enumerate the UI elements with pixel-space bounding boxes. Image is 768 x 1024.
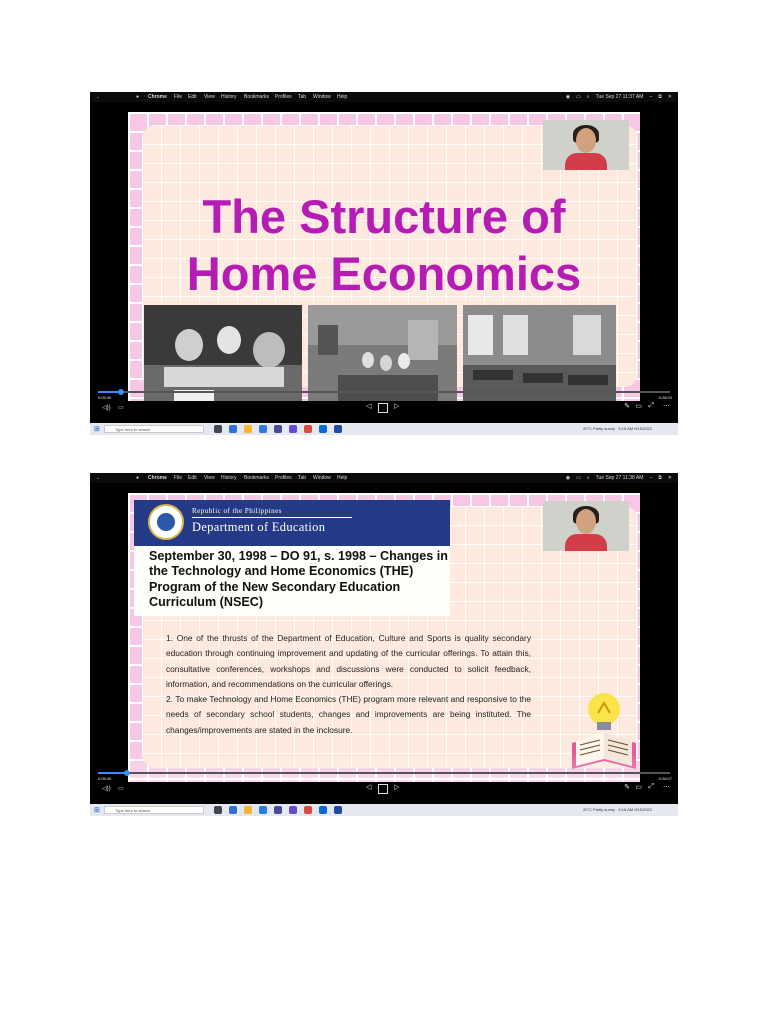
battery-icon[interactable]: ▭ <box>576 475 581 481</box>
menubar-clock: Tue Sep 27 11:37 AM <box>595 94 644 100</box>
windows-start-icon[interactable]: ⊞ <box>94 807 100 814</box>
wifi-icon[interactable]: ◉ <box>565 475 571 481</box>
zoom-icon[interactable] <box>319 425 327 433</box>
next-slide-icon[interactable]: ▷ <box>394 784 400 791</box>
menu-view[interactable]: View <box>204 94 215 100</box>
menu-file[interactable]: File <box>174 94 183 100</box>
captions-icon[interactable]: ▭ <box>118 405 124 411</box>
menu-tab[interactable]: Tab <box>298 475 307 481</box>
paragraph-1: 1. One of the thrusts of the Department of Education, Culture and Sports is quality secondary education through continuing improvement and updating of the curricular offerings. To attain this, consultative conferences, workshops and discussions were conducted to solicit feedback, information, and recommendations on the curricular offerings. <box>166 633 531 689</box>
slide-body-text <box>166 631 531 738</box>
tray-time: 9:16 AM <box>618 426 634 431</box>
restore-icon[interactable]: ⧉ <box>658 475 662 481</box>
mac-menubar <box>90 473 678 483</box>
more-icon[interactable]: ⋯ <box>663 403 670 410</box>
play-pause-button[interactable] <box>378 784 388 794</box>
menu-help[interactable]: Help <box>337 94 348 100</box>
settings-icon[interactable]: ▭ <box>635 403 642 410</box>
back-arrow-icon[interactable]: ← <box>96 475 101 481</box>
menu-bookmarks[interactable]: Bookmarks <box>244 94 270 100</box>
windows-taskbar <box>90 423 678 435</box>
menu-app-name[interactable]: Chrome <box>148 94 167 100</box>
deped-banner <box>134 500 450 546</box>
more-icon[interactable]: ⋯ <box>663 784 670 791</box>
menu-profiles[interactable]: Profiles <box>275 94 292 100</box>
menu-edit[interactable]: Edit <box>188 94 197 100</box>
menu-edit[interactable]: Edit <box>188 475 197 481</box>
edge-icon[interactable] <box>229 425 237 433</box>
system-tray <box>583 423 652 435</box>
webcam-feed <box>543 120 629 170</box>
time-total: 0:28:07 <box>658 776 672 781</box>
wifi-icon[interactable]: ◉ <box>565 94 571 100</box>
menu-window[interactable]: Window <box>313 94 331 100</box>
app-icon[interactable] <box>289 425 297 433</box>
time-total: 0:28:00 <box>658 395 672 400</box>
time-elapsed: 0:05:40 <box>98 776 112 781</box>
search-icon[interactable]: ⌕ <box>586 475 590 481</box>
volume-icon[interactable]: ◁)) <box>102 786 111 792</box>
video-controls <box>90 768 678 798</box>
menu-file[interactable]: File <box>174 475 183 481</box>
video-progress-bar[interactable] <box>98 772 670 774</box>
webcam-feed <box>543 501 629 551</box>
prev-slide-icon[interactable]: ◁ <box>366 784 372 791</box>
file-explorer-icon[interactable] <box>244 806 252 814</box>
store-icon[interactable] <box>259 806 267 814</box>
slide-do91 <box>128 493 640 782</box>
weather-status[interactable]: 20°C Partly sunny <box>582 426 616 431</box>
menu-window[interactable]: Window <box>313 475 331 481</box>
screenshot-2 <box>90 473 678 816</box>
pen-icon[interactable]: ✎ <box>624 784 630 791</box>
deped-republic-label: Republic of the Philippines <box>192 507 282 515</box>
word-icon[interactable] <box>334 425 342 433</box>
screenshot-1 <box>90 92 678 435</box>
word-icon[interactable] <box>334 806 342 814</box>
tray-time: 9:16 AM <box>618 807 634 812</box>
mac-menubar <box>90 92 678 102</box>
store-icon[interactable] <box>259 425 267 433</box>
search-icon[interactable]: ⌕ <box>586 94 590 100</box>
app-icon[interactable] <box>289 806 297 814</box>
windows-start-icon[interactable]: ⊞ <box>94 426 100 433</box>
settings-icon[interactable]: ▭ <box>635 784 642 791</box>
apple-icon[interactable]: ● <box>136 94 140 100</box>
slide-title-text <box>128 188 640 302</box>
video-controls <box>90 387 678 417</box>
slide-heading: September 30, 1998 – DO 91, s. 1998 – Changes in the Technology and Home Economics (THE) Program of the New Secondary Education Curriculum (NSEC) <box>149 549 448 610</box>
system-tray <box>583 804 652 816</box>
task-view-icon[interactable] <box>214 425 222 433</box>
tray-date: 9/15/2022 <box>634 807 652 812</box>
fullscreen-icon[interactable]: ⤢ <box>648 402 654 409</box>
close-icon[interactable]: ✕ <box>667 94 672 100</box>
back-arrow-icon[interactable]: ← <box>96 94 101 100</box>
play-pause-button[interactable] <box>378 403 388 413</box>
teams-icon[interactable] <box>274 806 282 814</box>
menubar-clock: Tue Sep 27 11:38 AM <box>595 475 644 481</box>
time-elapsed: 0:05:40 <box>98 395 112 400</box>
minimize-icon[interactable]: – <box>649 94 653 100</box>
title-line-1: The Structure of <box>202 190 566 243</box>
menu-app-name[interactable]: Chrome <box>148 475 167 481</box>
minimize-icon[interactable]: – <box>649 475 653 481</box>
title-line-2: Home Economics <box>186 247 582 300</box>
restore-icon[interactable]: ⧉ <box>658 94 662 100</box>
chrome-icon[interactable] <box>304 806 312 814</box>
next-slide-icon[interactable]: ▷ <box>394 403 400 410</box>
menu-history[interactable]: History <box>221 475 237 481</box>
weather-status[interactable]: 20°C Partly sunny <box>582 807 616 812</box>
chrome-icon[interactable] <box>304 425 312 433</box>
menu-bookmarks[interactable]: Bookmarks <box>244 475 270 481</box>
deped-department-label: Department of Education <box>192 520 326 534</box>
progress-handle[interactable] <box>124 770 130 776</box>
teams-icon[interactable] <box>274 425 282 433</box>
video-progress-bar[interactable] <box>98 391 670 393</box>
volume-icon[interactable]: ◁)) <box>102 405 111 411</box>
progress-handle[interactable] <box>118 389 124 395</box>
zoom-icon[interactable] <box>319 806 327 814</box>
tray-date: 9/15/2022 <box>634 426 652 431</box>
menu-view[interactable]: View <box>204 475 215 481</box>
file-explorer-icon[interactable] <box>244 425 252 433</box>
prev-slide-icon[interactable]: ◁ <box>366 403 372 410</box>
paragraph-2: 2. To make Technology and Home Economics (THE) program more relevant and responsive to the needs of secondary school students, changes and improvements are being instituted. The changes/improvements are stated in the inclosure. <box>166 694 531 735</box>
taskbar-search[interactable]: Type here to search <box>104 425 204 433</box>
deped-seal-logo <box>148 504 184 540</box>
menu-profiles[interactable]: Profiles <box>275 475 292 481</box>
battery-icon[interactable]: ▭ <box>576 94 581 100</box>
fullscreen-icon[interactable]: ⤢ <box>648 783 654 790</box>
close-icon[interactable]: ✕ <box>667 475 672 481</box>
slide-title <box>128 112 640 401</box>
captions-icon[interactable]: ▭ <box>118 786 124 792</box>
task-view-icon[interactable] <box>214 806 222 814</box>
windows-taskbar <box>90 804 678 816</box>
menu-history[interactable]: History <box>221 94 237 100</box>
menu-help[interactable]: Help <box>337 475 348 481</box>
edge-icon[interactable] <box>229 806 237 814</box>
apple-icon[interactable]: ● <box>136 475 140 481</box>
taskbar-search[interactable]: Type here to search <box>104 806 204 814</box>
menu-tab[interactable]: Tab <box>298 94 307 100</box>
pen-icon[interactable]: ✎ <box>624 403 630 410</box>
